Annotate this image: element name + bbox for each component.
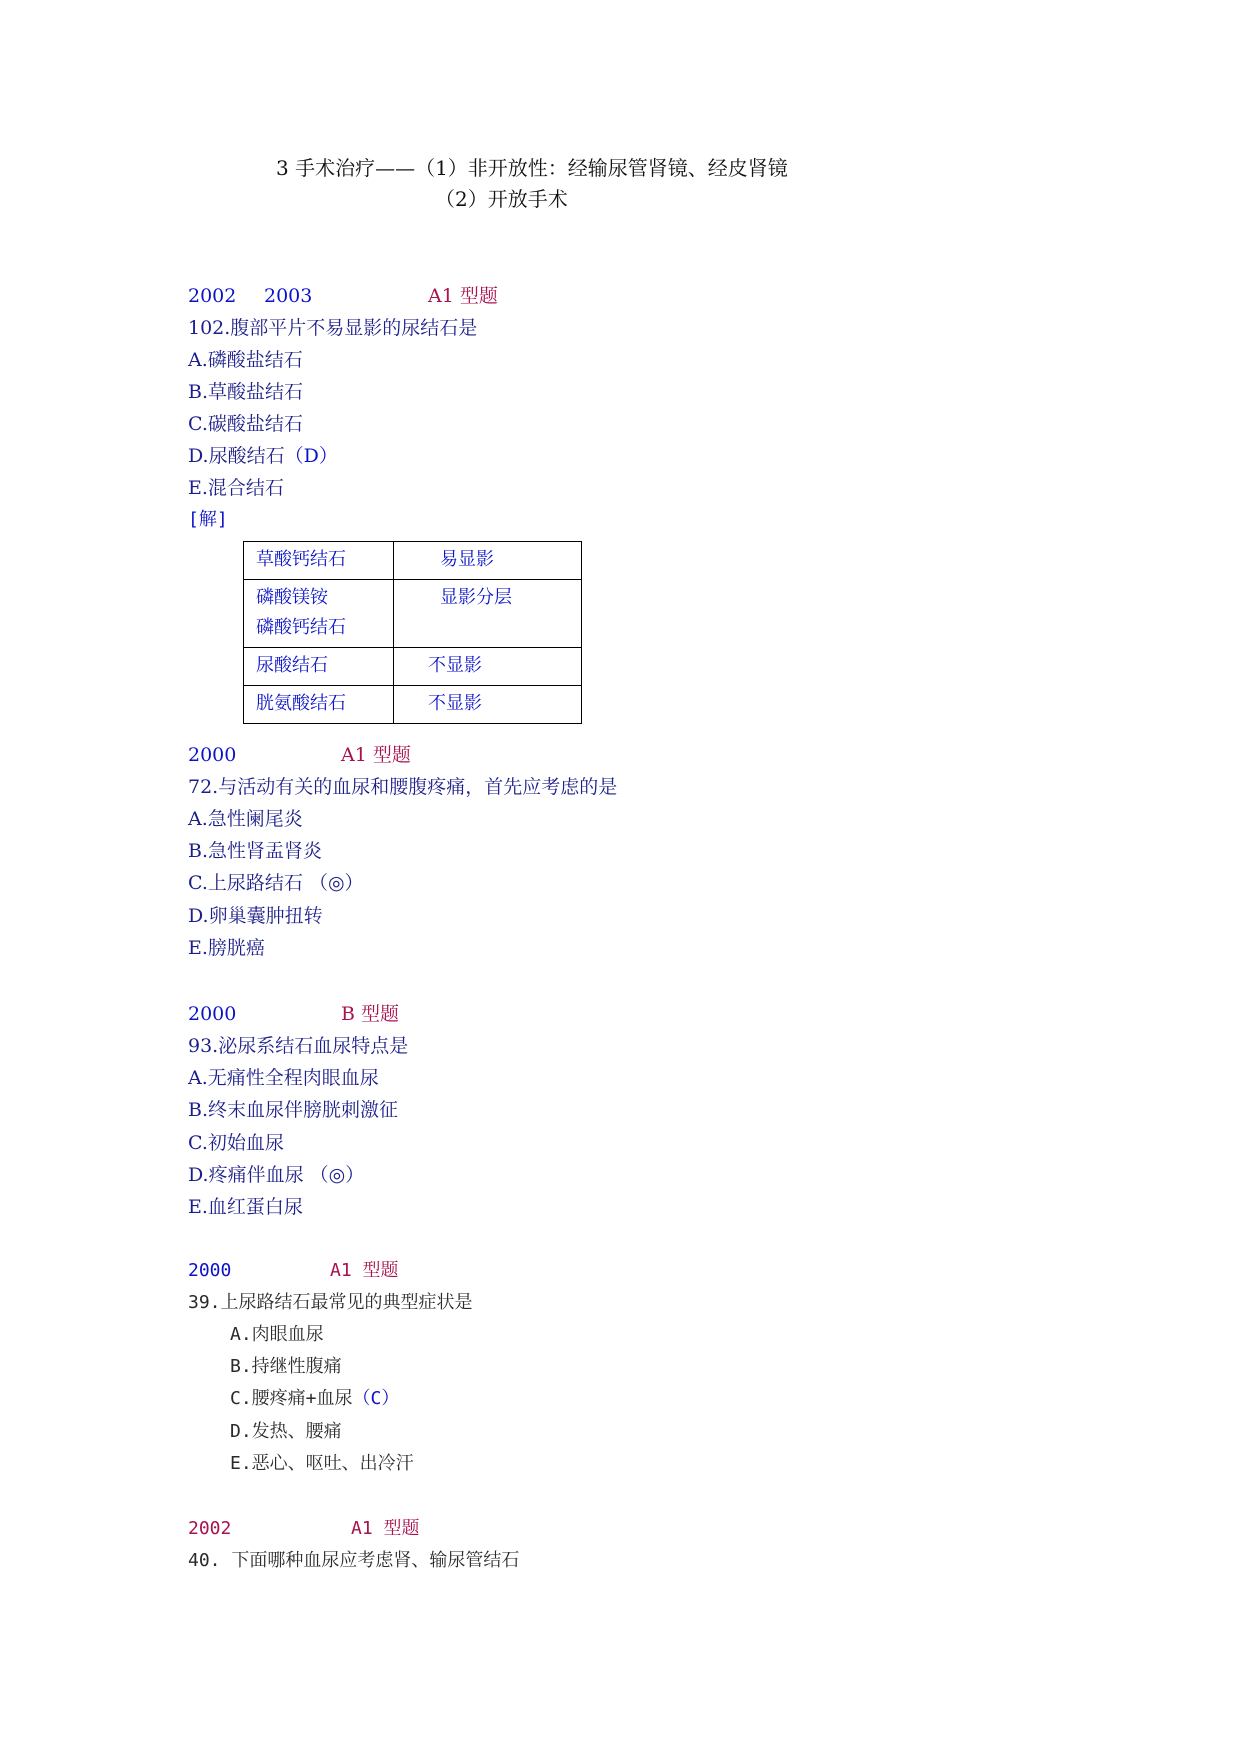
option: C.碳酸盐结石 xyxy=(188,413,303,435)
table-cell: 不显影 xyxy=(394,686,582,724)
table-cell: 易显影 xyxy=(394,542,582,580)
option: D.疼痛伴血尿 （◎） xyxy=(188,1164,365,1186)
table-row xyxy=(244,542,582,580)
year-label: 2003 xyxy=(264,285,313,307)
option: D.卵巢囊肿扭转 xyxy=(188,905,323,927)
header-line-1: 3 手术治疗——（1）非开放性：经输尿管肾镜、经皮肾镜 xyxy=(276,156,788,180)
option: A.肉眼血尿 xyxy=(230,1324,324,1345)
option: C.上尿路结石 （◎） xyxy=(188,872,364,894)
option: A.无痛性全程肉眼血尿 xyxy=(188,1067,379,1089)
option: B.急性肾盂肾炎 xyxy=(188,840,323,862)
question-text: 40. 下面哪种血尿应考虑肾、输尿管结石 xyxy=(188,1550,520,1571)
option: E.恶心、呕吐、出冷汗 xyxy=(230,1453,414,1474)
table-cell: 不显影 xyxy=(394,648,582,686)
question-text: 102.腹部平片不易显影的尿结石是 xyxy=(188,317,478,339)
option: E.膀胱癌 xyxy=(188,937,265,959)
option xyxy=(188,447,338,466)
table-cell: 草酸钙结石 xyxy=(244,542,394,580)
cell-line: 磷酸钙结石 xyxy=(256,617,346,638)
table-cell: 胱氨酸结石 xyxy=(244,686,394,724)
table-cell: 显影分层 xyxy=(394,580,582,648)
option: B.终末血尿伴膀胱刺激征 xyxy=(188,1099,399,1121)
year-label: 2002 xyxy=(188,1518,232,1539)
option xyxy=(230,1390,399,1408)
option: A.急性阑尾炎 xyxy=(188,808,303,830)
year-label: 2000 xyxy=(188,744,237,766)
table-row xyxy=(244,580,582,648)
question-text: 39.上尿路结石最常见的典型症状是 xyxy=(188,1292,473,1313)
option: D.发热、腰痛 xyxy=(230,1421,342,1442)
option: B.持继性腹痛 xyxy=(230,1356,342,1377)
option: E.血红蛋白尿 xyxy=(188,1196,303,1218)
cell-line: 磷酸镁铵 xyxy=(256,587,328,608)
option: C.初始血尿 xyxy=(188,1132,284,1154)
answer-mark: （C） xyxy=(352,1388,400,1409)
question-type: B 型题 xyxy=(341,1003,400,1025)
question-text: 93.泌尿系结石血尿特点是 xyxy=(188,1035,409,1057)
table-row xyxy=(244,648,582,686)
option-text: C.腰疼痛+血尿 xyxy=(230,1388,353,1409)
answer-mark: （D） xyxy=(284,445,338,467)
question-type: A1 型题 xyxy=(330,1260,399,1281)
table-cell: 尿酸结石 xyxy=(244,648,394,686)
table-cell xyxy=(244,580,394,648)
option: E.混合结石 xyxy=(188,477,284,499)
explain-label: [解] xyxy=(188,509,228,530)
question-type: A1 型题 xyxy=(428,285,498,307)
year-label: 2000 xyxy=(188,1003,237,1025)
question-text: 72.与活动有关的血尿和腰腹疼痛，首先应考虑的是 xyxy=(188,776,618,798)
option: B.草酸盐结石 xyxy=(188,381,304,403)
option: A.磷酸盐结石 xyxy=(188,349,303,371)
explain-table xyxy=(243,541,582,724)
header-line-2: （2）开放手术 xyxy=(435,187,568,211)
question-type: A1 型题 xyxy=(351,1518,420,1539)
year-label: 2000 xyxy=(188,1260,232,1281)
option-text: D.尿酸结石 xyxy=(188,445,285,467)
year-label: 2002 xyxy=(188,285,237,307)
question-type: A1 型题 xyxy=(341,744,411,766)
table-row xyxy=(244,686,582,724)
